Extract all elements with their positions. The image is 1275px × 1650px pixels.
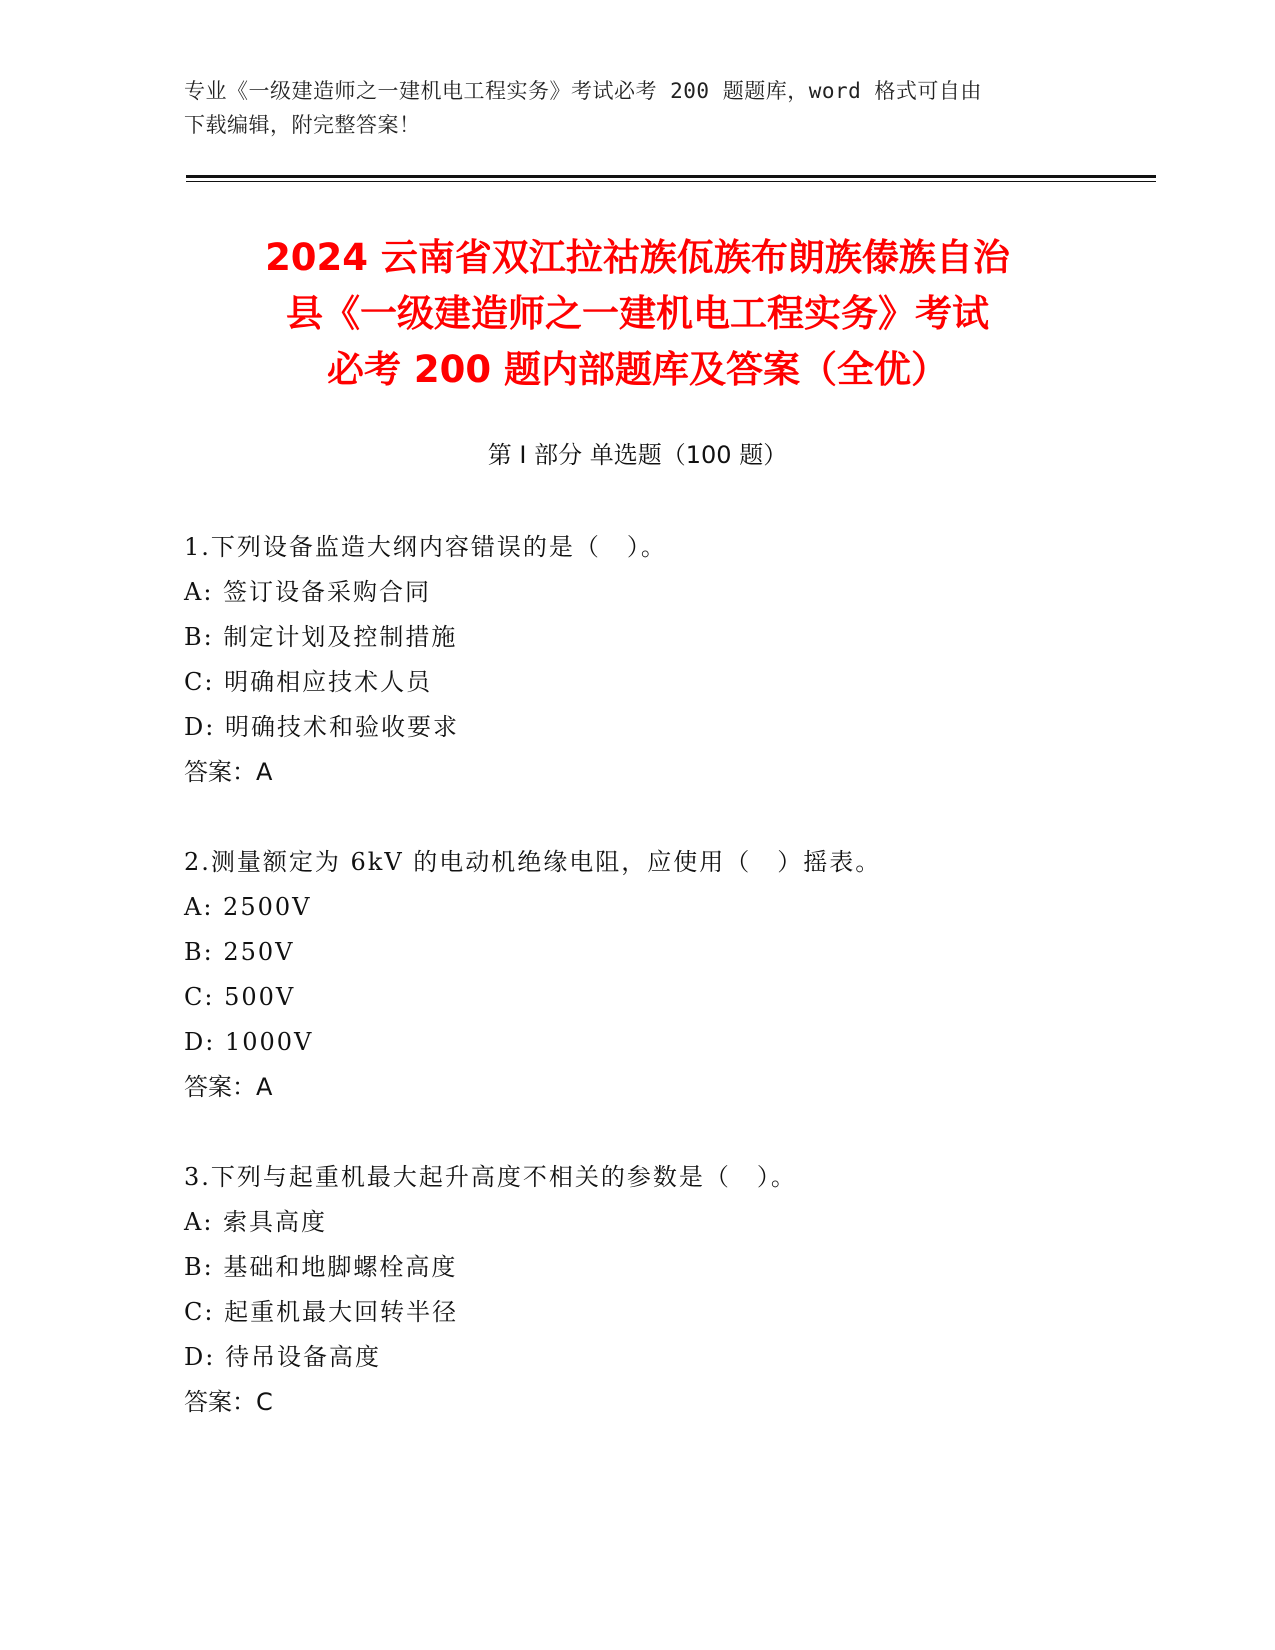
question-stem: 1.下列设备监造大纲内容错误的是（ ）。 bbox=[184, 533, 667, 561]
option-a: A: 索具高度 bbox=[184, 1208, 328, 1236]
document-title-line-3: 必考 200 题内部题库及答案（全优） bbox=[327, 348, 948, 391]
header-divider-thick bbox=[186, 175, 1156, 178]
option-d: D: 待吊设备高度 bbox=[184, 1343, 381, 1371]
header-note bbox=[184, 74, 1084, 142]
option-b: B: 制定计划及控制措施 bbox=[184, 623, 458, 651]
option-c: C: 起重机最大回转半径 bbox=[184, 1298, 459, 1326]
option-b: B: 250V bbox=[184, 938, 295, 966]
header-note-line-1: 专业《一级建造师之一建机电工程实务》考试必考 200 题题库，word 格式可自由 bbox=[184, 79, 982, 103]
question-3 bbox=[184, 1155, 1184, 1425]
question-2 bbox=[184, 840, 1184, 1110]
question-stem: 3.下列与起重机最大起升高度不相关的参数是（ ）。 bbox=[184, 1163, 797, 1191]
question-1 bbox=[184, 525, 1184, 795]
answer: 答案：C bbox=[184, 1388, 273, 1416]
document-title bbox=[170, 230, 1105, 398]
header-divider-thin bbox=[186, 181, 1156, 182]
answer: 答案：A bbox=[184, 1073, 273, 1101]
option-d: D: 1000V bbox=[184, 1028, 314, 1056]
option-a: A: 签订设备采购合同 bbox=[184, 578, 432, 606]
option-c: C: 500V bbox=[184, 983, 296, 1011]
option-d: D: 明确技术和验收要求 bbox=[184, 713, 459, 741]
section-title: 第 I 部分 单选题（100 题） bbox=[487, 441, 788, 469]
question-stem: 2.测量额定为 6kV 的电动机绝缘电阻，应使用（ ）摇表。 bbox=[184, 848, 882, 876]
answer: 答案：A bbox=[184, 758, 273, 786]
option-a: A: 2500V bbox=[184, 893, 312, 921]
option-c: C: 明确相应技术人员 bbox=[184, 668, 433, 696]
document-title-line-2: 县《一级建造师之一建机电工程实务》考试 bbox=[286, 292, 989, 335]
document-title-line-1: 2024 云南省双江拉祜族佤族布朗族傣族自治 bbox=[265, 236, 1010, 279]
option-b: B: 基础和地脚螺栓高度 bbox=[184, 1253, 458, 1281]
header-note-line-2: 下载编辑，附完整答案！ bbox=[184, 113, 421, 137]
